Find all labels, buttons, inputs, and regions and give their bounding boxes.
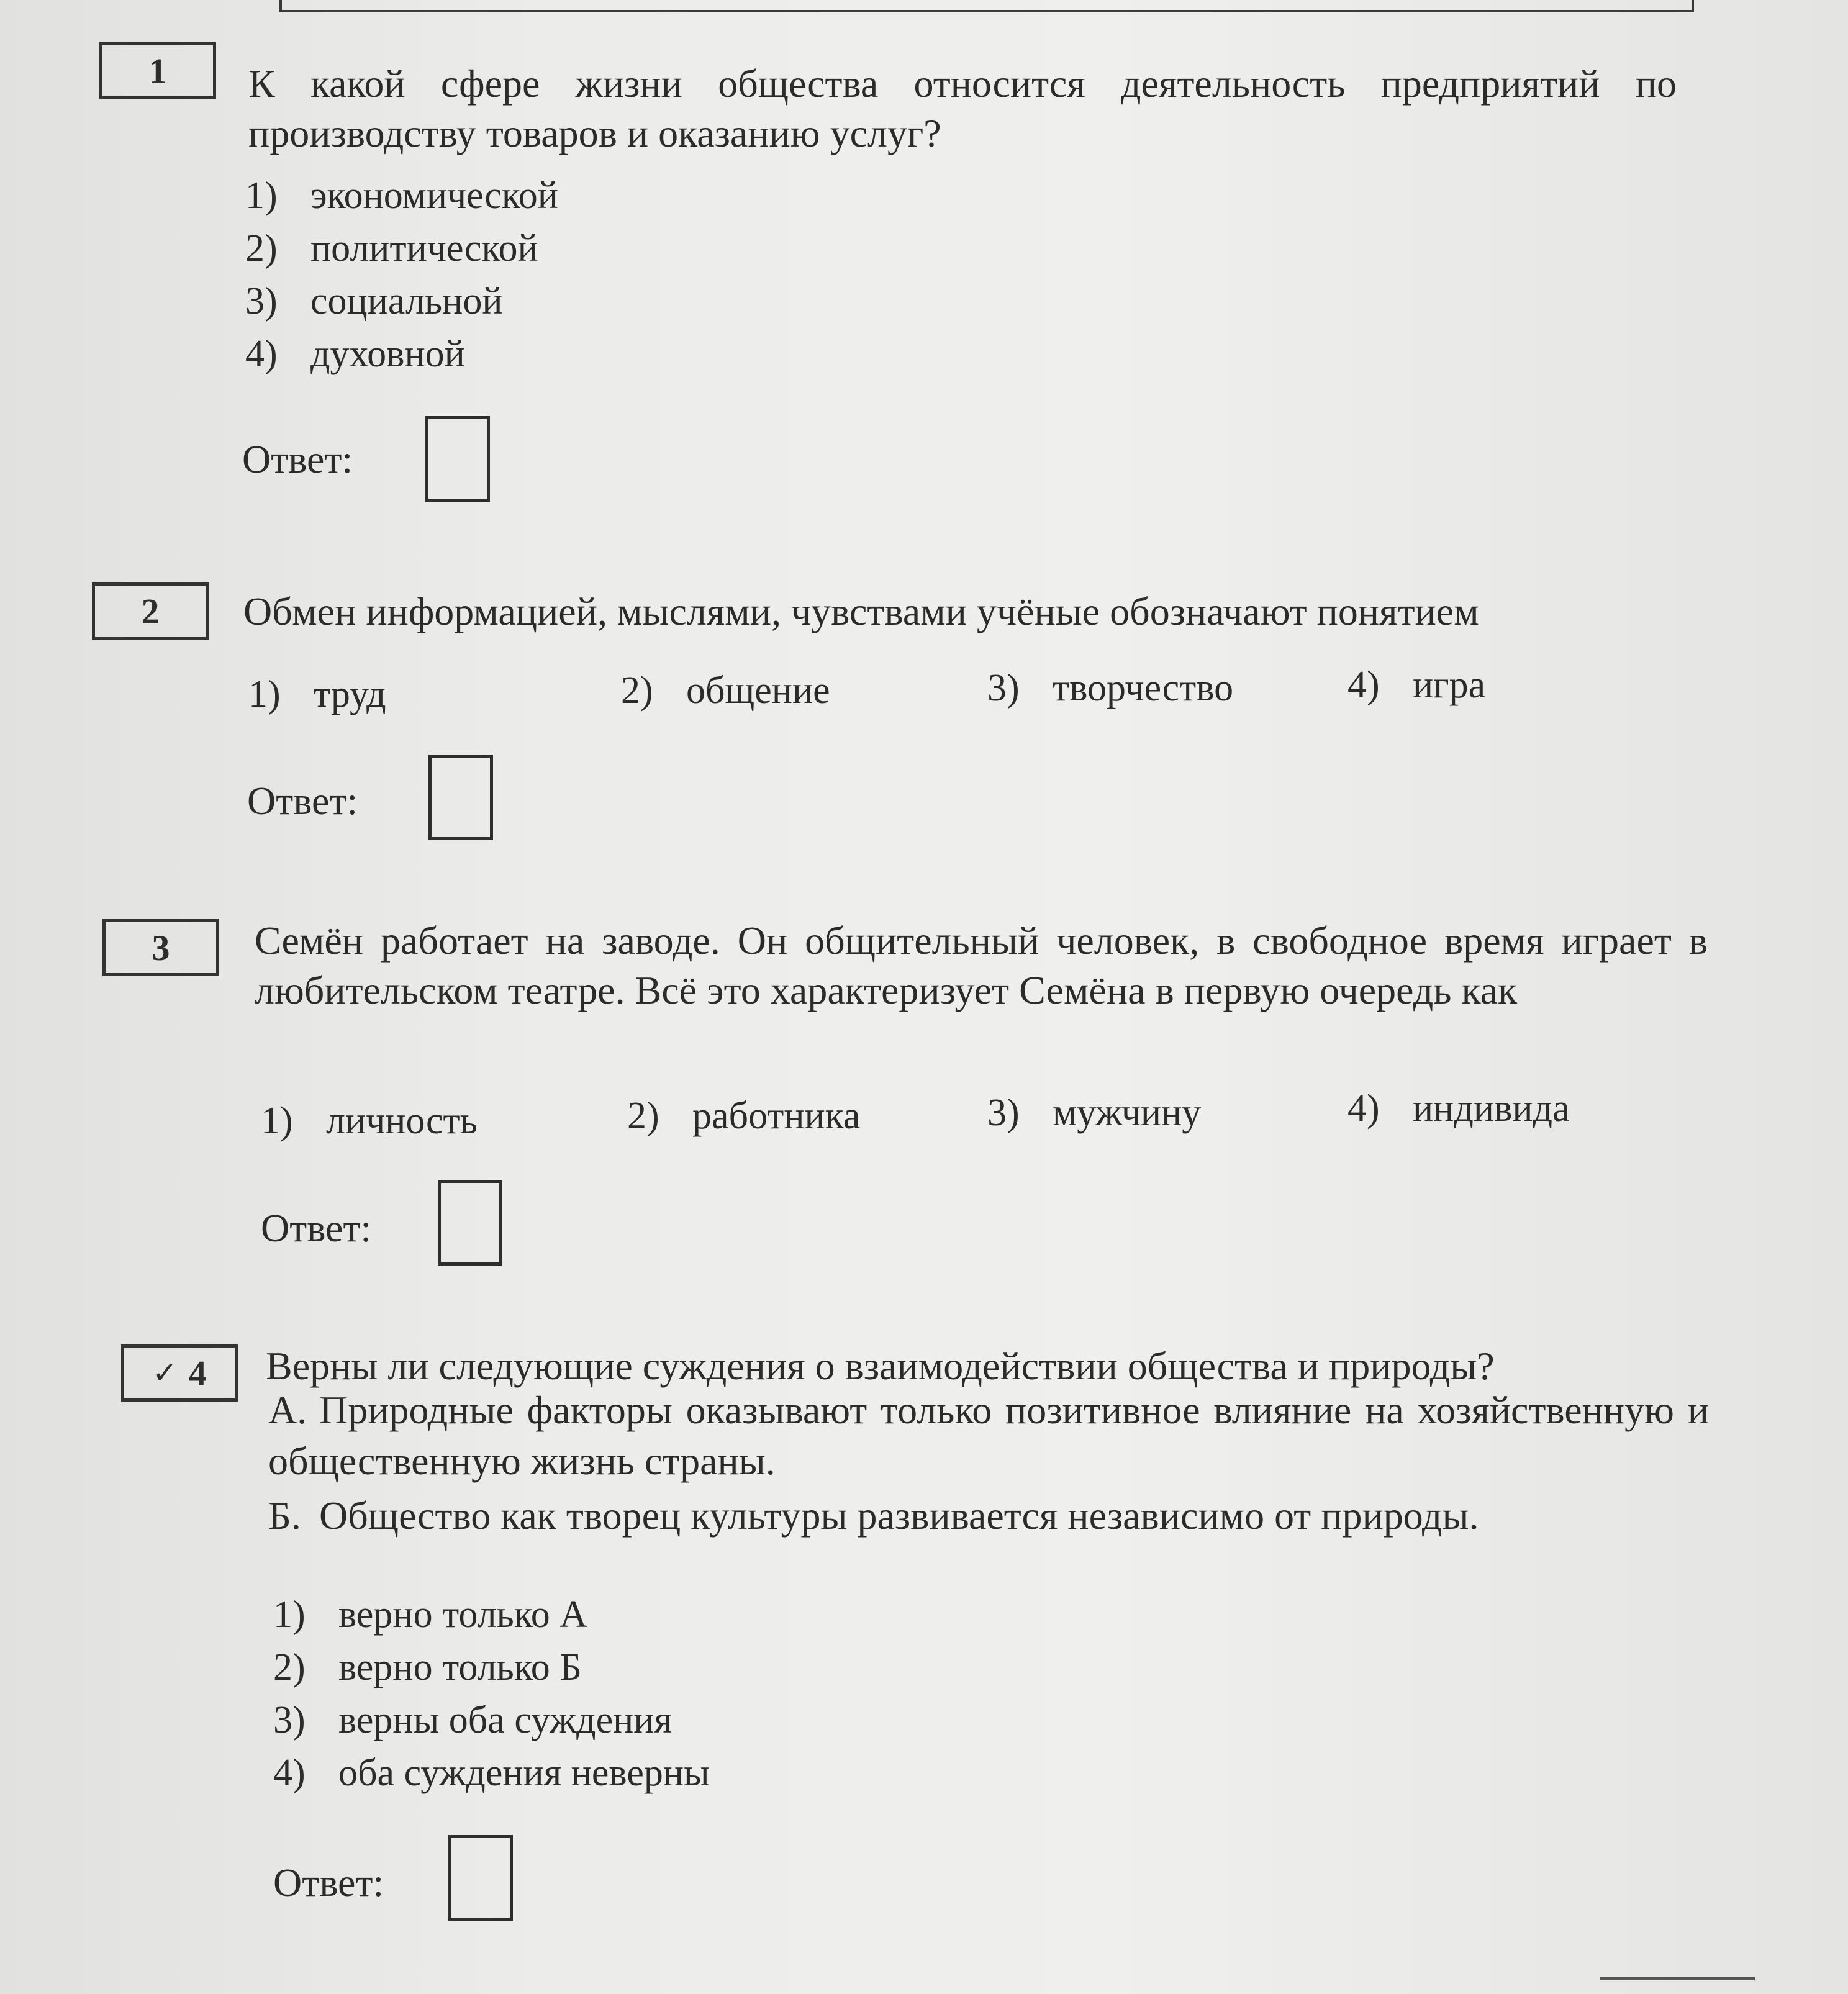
task-1-answer-label: Ответ: bbox=[242, 437, 353, 481]
task-1-number: 1 bbox=[148, 50, 167, 91]
task-4-option-2[interactable]: 2) верно только Б bbox=[273, 1646, 582, 1688]
task-1-question: К какой сфере жизни общества относится деятельность предприятий по производству товаров и оказанию услуг? bbox=[248, 61, 1677, 155]
task-3-option-4[interactable]: 4) индивида bbox=[1348, 1087, 1570, 1130]
task-4-judgment-a: А. Природные факторы оказывают только позитивное влияние на хозяйственную и общественную жизнь страны. bbox=[268, 1388, 1709, 1483]
task-1-number-box bbox=[99, 42, 216, 99]
task-2-answer-label: Ответ: bbox=[247, 779, 358, 823]
task-3-number: 3 bbox=[152, 927, 170, 968]
top-border-line bbox=[279, 0, 1694, 12]
task-2-option-3[interactable]: 3) творчество bbox=[987, 667, 1234, 709]
bottom-edge-mark bbox=[1600, 1977, 1755, 1994]
task-3-answer-box[interactable] bbox=[438, 1180, 502, 1266]
task-2-question: Обмен информацией, мыслями, чувствами учёные обозначают понятием bbox=[243, 589, 1479, 633]
task-4-number: 4 bbox=[188, 1353, 207, 1394]
task-4-answer-label: Ответ: bbox=[273, 1860, 384, 1905]
task-3-option-3[interactable]: 3) мужчину bbox=[987, 1092, 1202, 1134]
task-2-option-2[interactable]: 2) общение bbox=[621, 669, 830, 712]
task-4-question: Верны ли следующие суждения о взаимодействии общества и природы? bbox=[266, 1344, 1495, 1388]
task-4-answer-box[interactable] bbox=[448, 1835, 513, 1921]
task-4-option-3[interactable]: 3) верны оба суждения bbox=[273, 1699, 672, 1741]
task-4-check-mark: ✓ bbox=[152, 1357, 178, 1390]
task-2-number: 2 bbox=[141, 591, 160, 632]
task-3-number-box bbox=[102, 919, 219, 976]
task-1-option-4[interactable]: 4) духовной bbox=[245, 333, 465, 375]
task-4-judgment-b: Б. Общество как творец культуры развивается независимо от природы. bbox=[268, 1493, 1479, 1538]
task-3-option-1[interactable]: 1) личность bbox=[261, 1100, 478, 1142]
task-2-option-1[interactable]: 1) труд bbox=[248, 673, 386, 715]
task-1-option-1[interactable]: 1) экономической bbox=[245, 174, 558, 217]
task-2-number-box bbox=[92, 582, 209, 640]
task-1-option-2[interactable]: 2) политической bbox=[245, 227, 538, 270]
task-4-option-1[interactable]: 1) верно только А bbox=[273, 1593, 588, 1636]
task-3-question: Семён работает на заводе. Он общительный человек, в свободное время играет в любительском театре. Всё это характеризует Семёна в первую очередь как bbox=[255, 918, 1708, 1012]
task-4-number-box bbox=[121, 1344, 238, 1402]
task-3-answer-label: Ответ: bbox=[261, 1206, 372, 1250]
task-1-answer-box[interactable] bbox=[425, 416, 490, 502]
task-1-option-3[interactable]: 3) социальной bbox=[245, 280, 503, 322]
task-2-answer-box[interactable] bbox=[428, 755, 493, 840]
task-3-option-2[interactable]: 2) работника bbox=[627, 1095, 861, 1137]
task-4-option-4[interactable]: 4) оба суждения неверны bbox=[273, 1752, 710, 1794]
task-2-option-4[interactable]: 4) игра bbox=[1348, 664, 1486, 706]
